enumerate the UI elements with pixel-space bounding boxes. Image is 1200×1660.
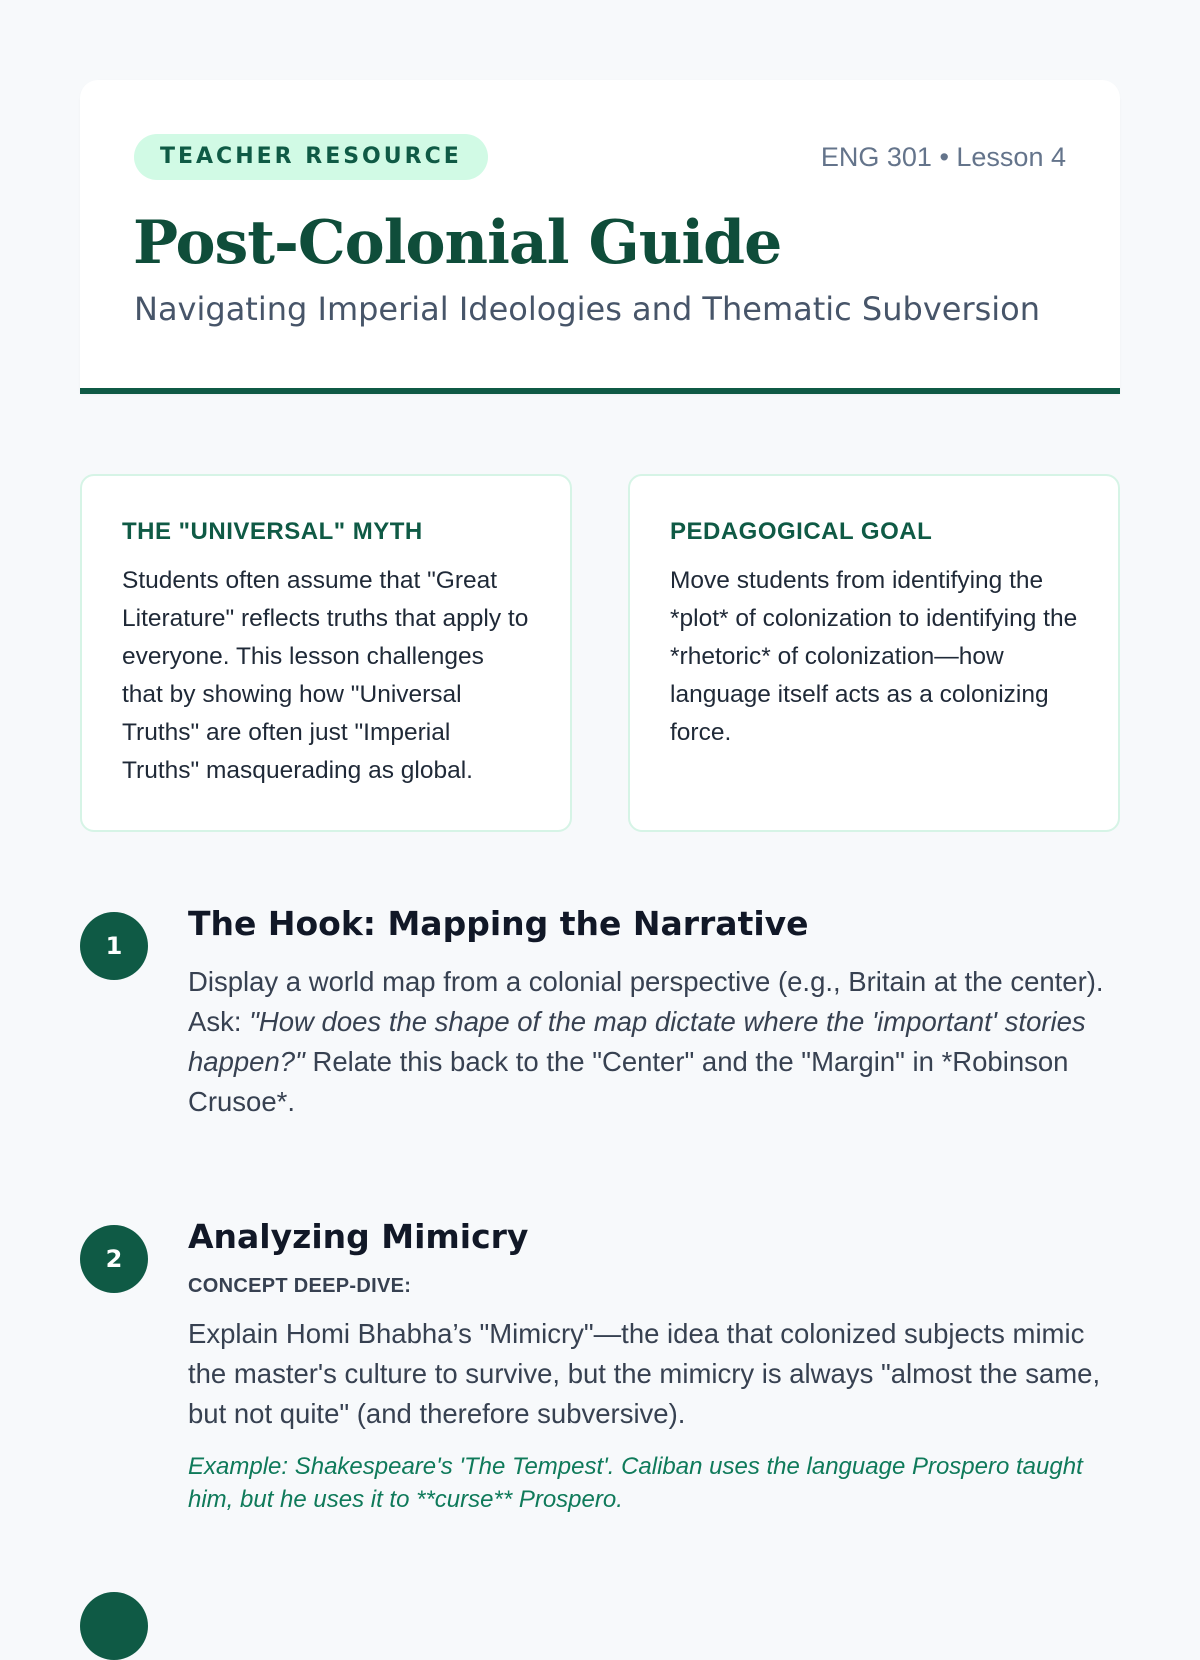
step-text-intro: Display a world map from a colonial perspective (e.g., Britain at the center). Ask: bbox=[188, 966, 1104, 1037]
step-text-quote: "How does the shape of the map dictate where the 'important' stories happen?" bbox=[188, 1006, 1086, 1077]
page-subtitle: Navigating Imperial Ideologies and Thematic Subversion bbox=[134, 290, 1041, 328]
step-text-outro: Relate this back to the "Center" and the "Margin" in *Robinson Crusoe*. bbox=[188, 1046, 1069, 1117]
card-heading: PEDAGOGICAL GOAL bbox=[670, 518, 933, 545]
step-title: The Hook: Mapping the Narrative bbox=[188, 904, 809, 943]
page-title: Post-Colonial Guide bbox=[133, 208, 782, 278]
step-content bbox=[188, 1217, 1120, 1516]
card-body: Students often assume that "Great Literature" reflects truths that apply to everyone. This lesson challenges that by showing how "Universal Truths" are often just "Imperial Truths" masquerading as global. bbox=[122, 567, 529, 784]
resource-badge: TEACHER RESOURCE bbox=[134, 134, 488, 180]
universal-myth-card bbox=[80, 474, 572, 832]
header-card bbox=[80, 80, 1120, 394]
pedagogical-goal-card bbox=[628, 474, 1120, 832]
info-cards bbox=[80, 474, 1120, 832]
card-body: Move students from identifying the *plot* of colonization to identifying the *rhetoric* of colonization—how language itself acts as a colonizing force. bbox=[670, 567, 1078, 746]
example-text: Example: Shakespeare's 'The Tempest'. Caliban uses the language Prospero taught him, but he uses it to **curse** Prospero. bbox=[188, 1453, 1083, 1513]
step-title: Analyzing Mimicry bbox=[188, 1217, 529, 1256]
step-content bbox=[188, 904, 1120, 1122]
course-label: ENG 301 • Lesson 4 bbox=[820, 142, 1066, 172]
card-heading: THE "UNIVERSAL" MYTH bbox=[122, 518, 423, 545]
step-text bbox=[188, 962, 1120, 1122]
concept-label: CONCEPT DEEP-DIVE: bbox=[188, 1275, 412, 1297]
step-text: Explain Homi Bhabha’s "Mimicry"—the idea that colonized subjects mimic the master's culture to survive, but the mimicry is always "almost the same, but not quite" (and therefore subversive). bbox=[188, 1318, 1101, 1429]
step-number-badge: 1 bbox=[80, 912, 148, 980]
step-number-badge-partial bbox=[80, 1592, 148, 1660]
step-number-badge: 2 bbox=[80, 1225, 148, 1293]
